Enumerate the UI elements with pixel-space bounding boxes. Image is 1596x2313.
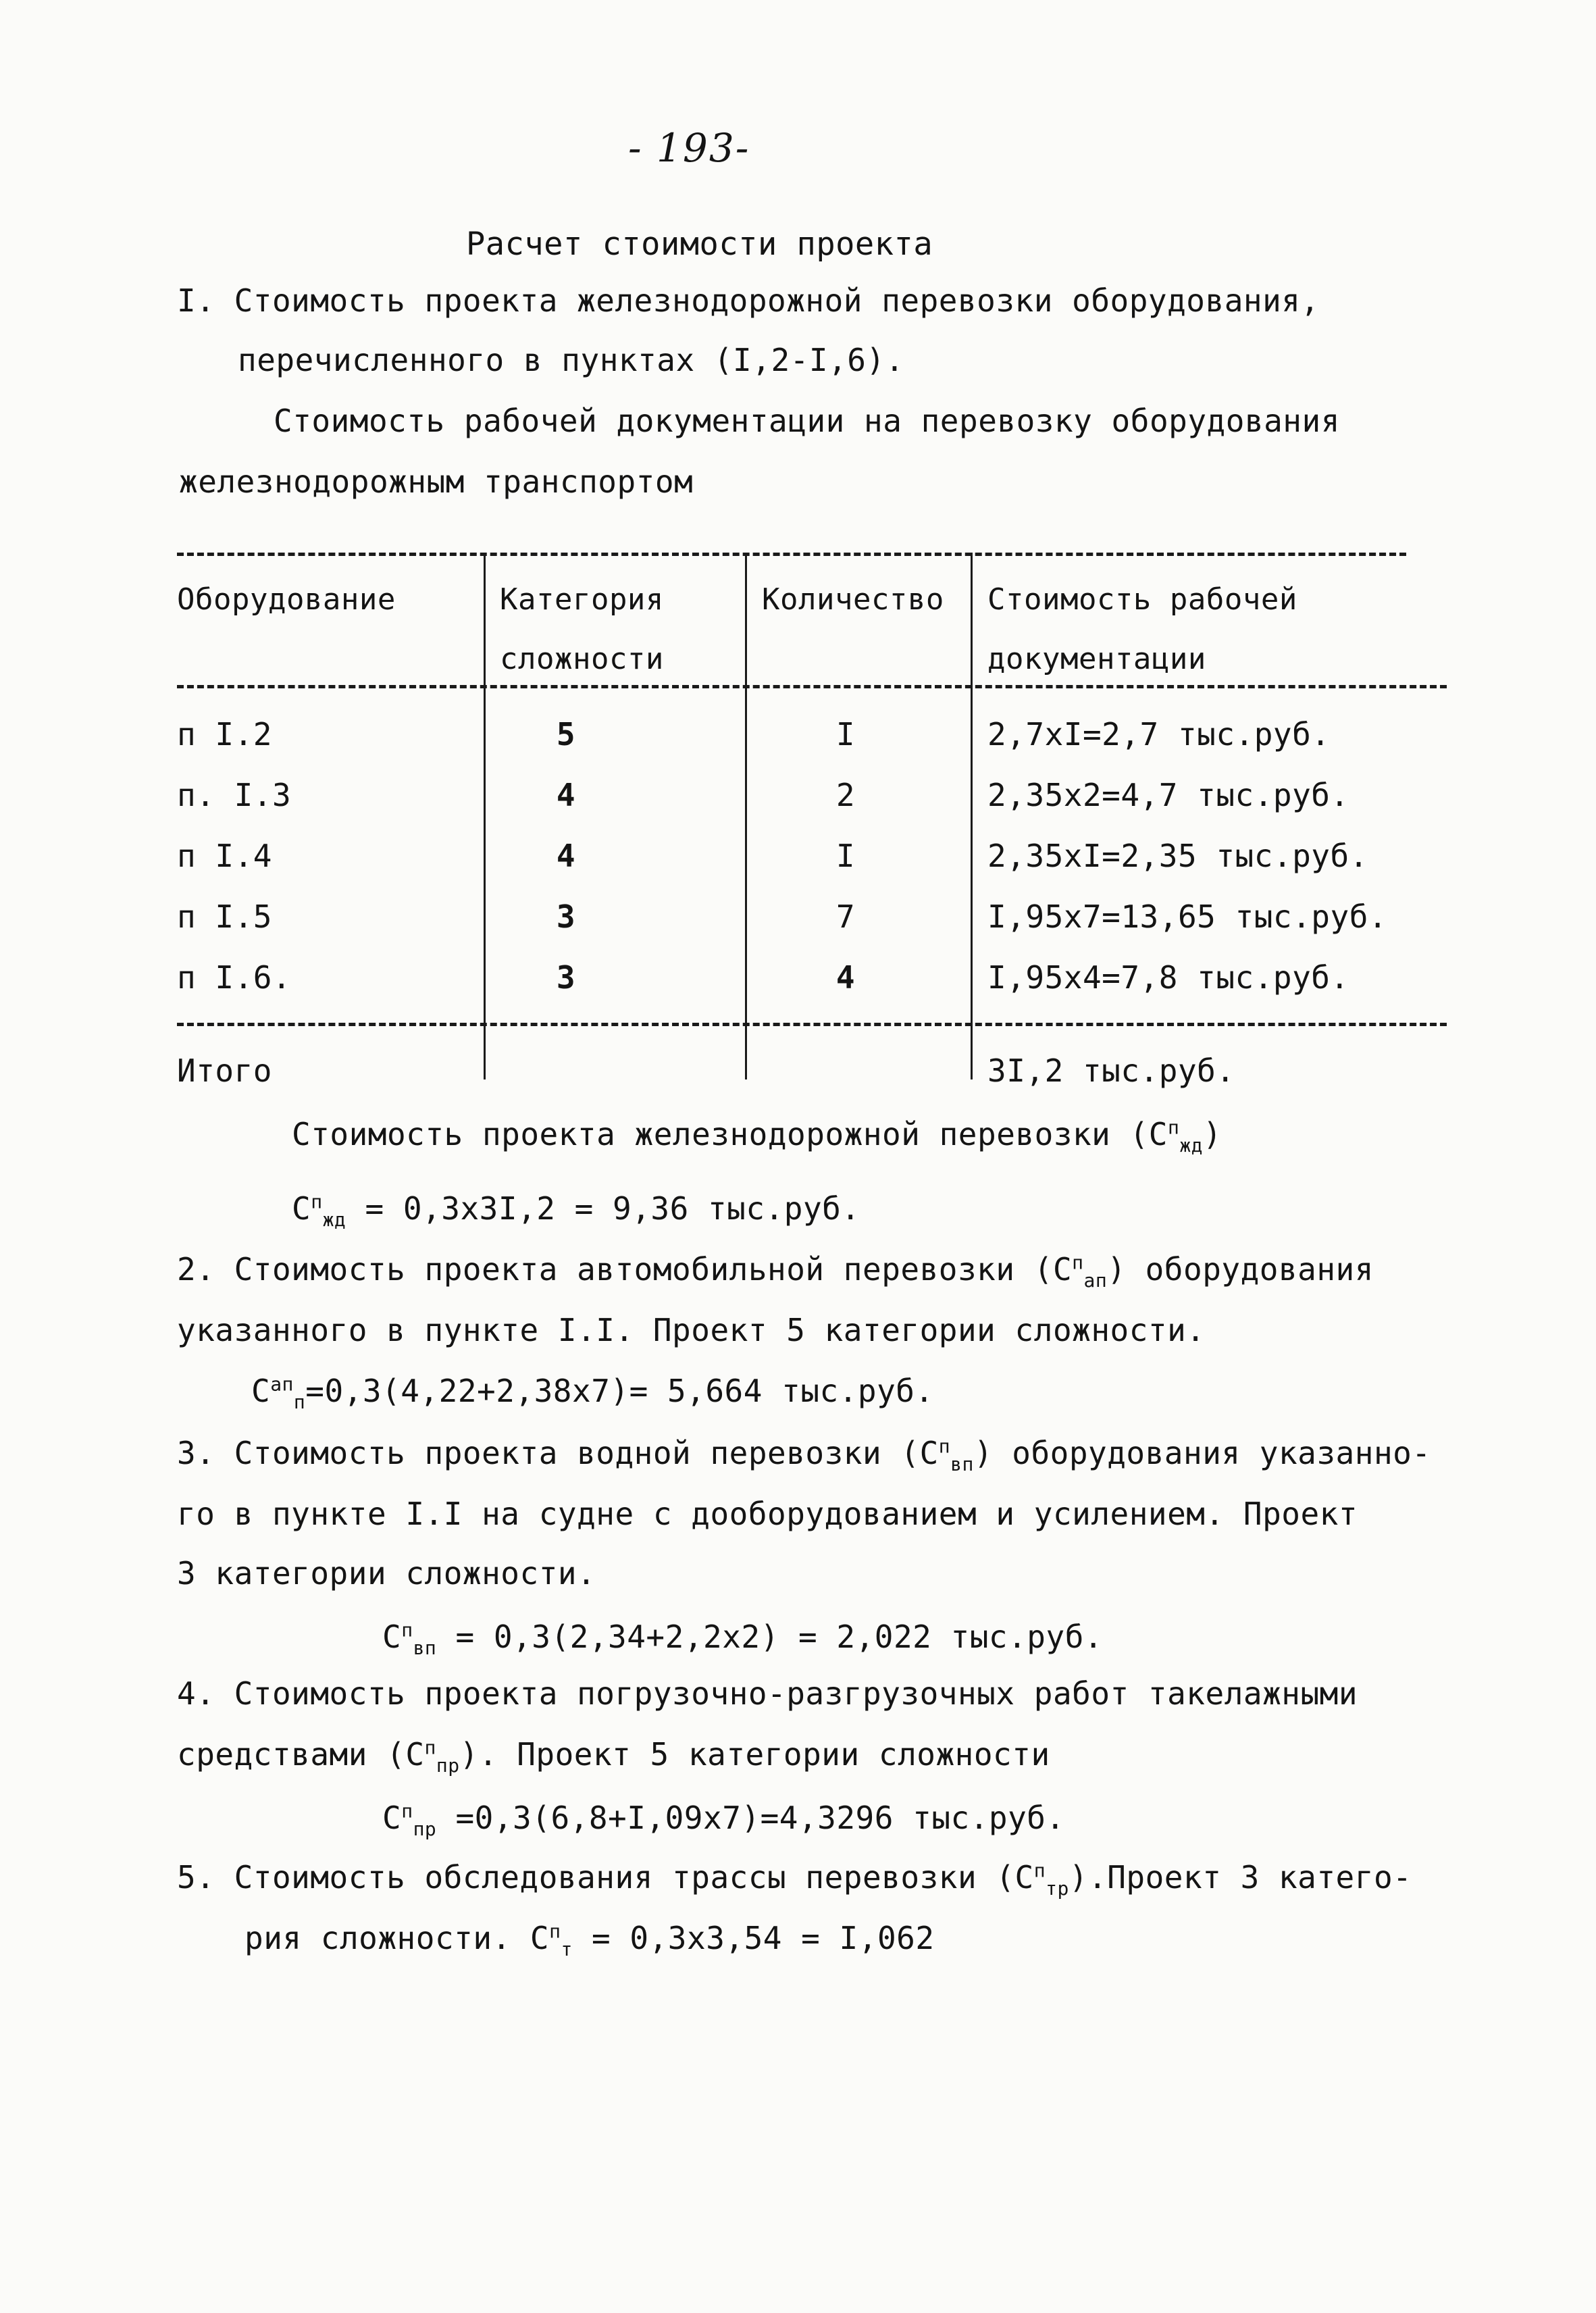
- row3-category: 4: [556, 838, 576, 874]
- table-bottom-rule: [177, 1023, 1447, 1026]
- row5-quantity: 4: [835, 959, 856, 996]
- row1-category: 5: [556, 716, 576, 753]
- total-label: Итого: [177, 1052, 272, 1089]
- row1-equipment: п I.2: [177, 716, 272, 753]
- row4-category: 3: [556, 898, 576, 935]
- section1-intro-line1: Стоимость рабочей документации на перевозку оборудования: [274, 403, 1340, 439]
- rail-cost-label: Стоимость проекта железнодорожной перевозки $(С^п_{жд})$: [292, 1116, 1222, 1157]
- header-quantity: Количество: [762, 582, 944, 617]
- row2-cost: 2,35x2=4,7 тыс.руб.: [987, 777, 1349, 813]
- section2-line1: 2. Стоимость проекта автомобильной перевозки $(С^п_{ап})$ оборудования: [177, 1251, 1374, 1292]
- row5-category: 3: [556, 959, 576, 996]
- header-category-l1: Категория: [500, 582, 664, 617]
- section1-line2: перечисленного в пунктах (I,2-I,6).: [238, 342, 904, 378]
- rail-cost-formula: $С^п_{жд} = 0,3x3I,2 = 9,36$ тыс.руб.: [292, 1190, 860, 1231]
- row2-equipment: п. I.3: [177, 777, 292, 813]
- section1-intro-line2: железнодорожным транспортом: [179, 463, 694, 500]
- section2-line2: указанного в пункте I.I. Проект 5 категории сложности.: [177, 1312, 1206, 1348]
- row1-cost: 2,7xI=2,7 тыс.руб.: [987, 716, 1331, 753]
- row4-equipment: п I.5: [177, 898, 272, 935]
- row1-quantity: I: [835, 716, 856, 753]
- section5-line1: 5. Стоимость обследования трассы перевозки $(С^п_{тр}).Проект$ 3 катего-: [177, 1859, 1412, 1900]
- row3-cost: 2,35xI=2,35 тыс.руб.: [987, 838, 1368, 874]
- section3-formula: $С^п_{вп} = 0,3(2,34+2,2x2) = 2,022$ тыс.руб.: [382, 1619, 1104, 1660]
- row4-cost: I,95x7=13,65 тыс.руб.: [987, 898, 1388, 935]
- header-cost-l1: Стоимость рабочей: [987, 582, 1297, 617]
- section3-line3: 3 категории сложности.: [177, 1555, 596, 1592]
- row4-quantity: 7: [835, 898, 856, 935]
- col-sep-1: [484, 553, 486, 1079]
- row3-equipment: п I.4: [177, 838, 272, 874]
- table-header-rule: [177, 685, 1447, 688]
- section4-line1: 4. Стоимость проекта погрузочно-разгрузочных работ такелажными: [177, 1675, 1358, 1712]
- page-number: - 193-: [628, 125, 750, 171]
- section3-line1: 3. Стоимость проекта водной перевозки $(С^п_{вп})$ оборудования указанно-: [177, 1435, 1431, 1476]
- row5-cost: I,95x4=7,8 тыс.руб.: [987, 959, 1349, 996]
- row2-quantity: 2: [835, 777, 856, 813]
- section4-line2: средствами $(С^п_{пр})$. Проект 5 категории сложности: [177, 1736, 1050, 1777]
- header-category-l2: сложности: [500, 642, 664, 676]
- section4-formula: $С^п_{пр} =0,3(6,8+I,09x7)=4,3296$ тыс.руб.: [382, 1800, 1065, 1841]
- section1-line1: I. Стоимость проекта железнодорожной перевозки оборудования,: [177, 282, 1320, 319]
- page-title: Расчет стоимости проекта: [466, 226, 933, 263]
- total-value: 3I,2 тыс.руб.: [987, 1052, 1235, 1089]
- col-sep-3: [971, 553, 973, 1079]
- section5-line2: рия сложности. $С^п_т = 0,3x3,54 = I,062$: [244, 1920, 935, 1961]
- col-sep-2: [745, 553, 747, 1079]
- header-equipment: Оборудование: [177, 582, 396, 617]
- section3-line2: го в пункте I.I на судне с дооборудованием и усилением. Проект: [177, 1496, 1358, 1532]
- header-cost-l2: документации: [987, 642, 1206, 676]
- row5-equipment: п I.6.: [177, 959, 292, 996]
- section2-formula: $С^{ап}_п=0,3(4,22+2,38x7)= 5,664$ тыс.руб.: [251, 1373, 934, 1414]
- row2-category: 4: [556, 777, 576, 813]
- table-top-rule: [177, 553, 1406, 556]
- row3-quantity: I: [835, 838, 856, 874]
